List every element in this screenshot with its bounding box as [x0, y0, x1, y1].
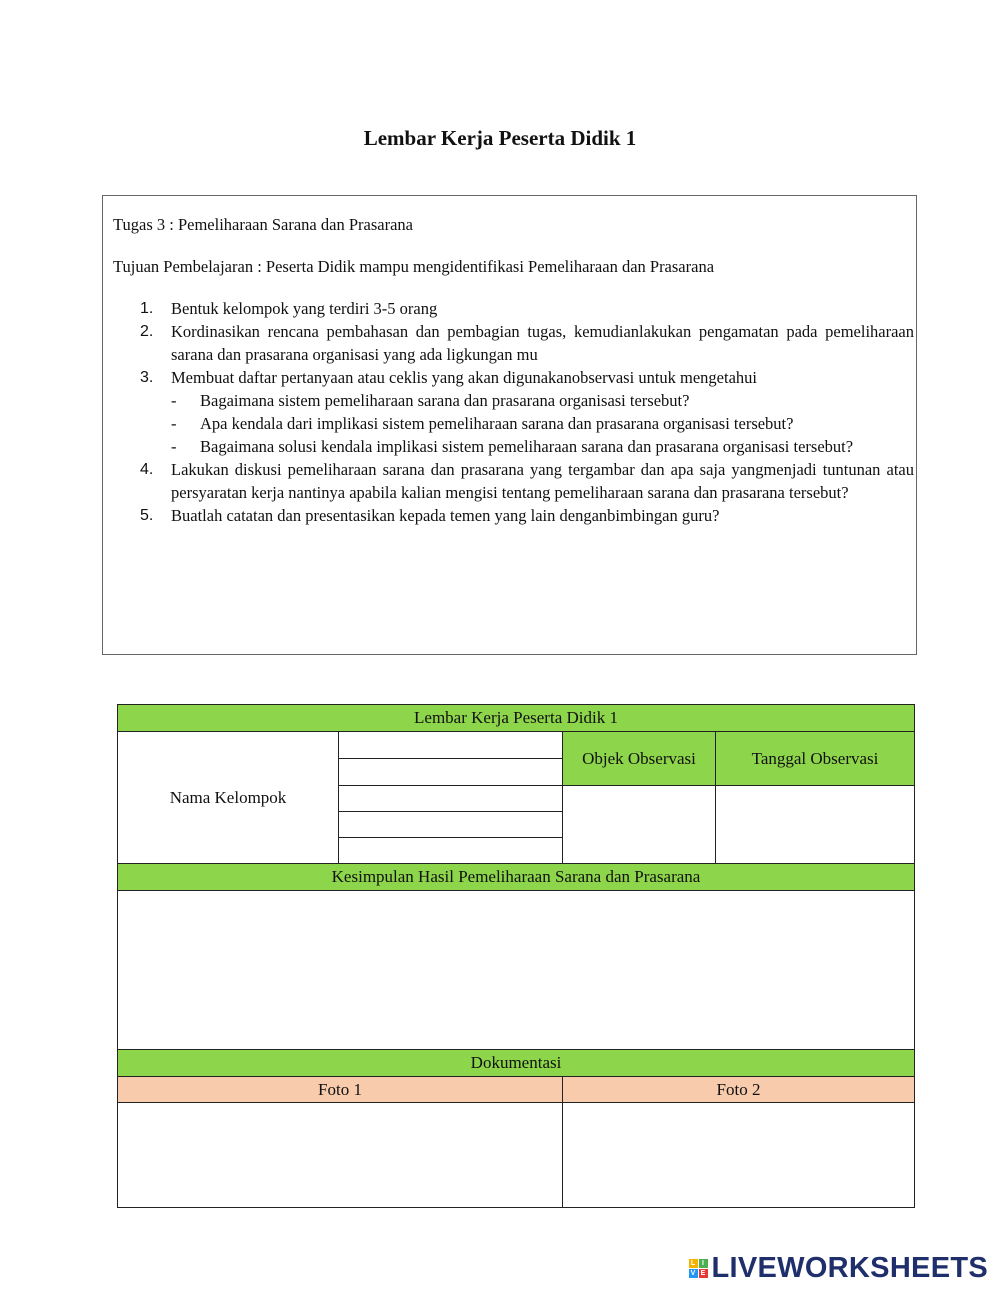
task-item [103, 366, 918, 389]
learning-objective: Tujuan Pembelajaran : Peserta Didik mampu mengidentifikasi Pemeliharaan dan Prasarana [113, 257, 715, 276]
group-member-input[interactable] [339, 786, 563, 812]
page-title: Lembar Kerja Peserta Didik 1 [363, 126, 637, 150]
task-item-number: 3. [140, 369, 154, 386]
liveworksheets-brand [689, 1252, 989, 1284]
task-item-text: Kordinasikan rencana pembahasan dan pembagian tugas, kemudianlakukan pengamatan pada pemeliharaan sarana dan prasarana organisasi yang ada ligkungan mu [171, 322, 914, 364]
observation-object-label: Objek Observasi [563, 732, 716, 786]
task-subitem [103, 412, 918, 435]
worksheet-table [117, 704, 915, 1208]
task-box [102, 195, 917, 655]
logo-letter: V [689, 1269, 698, 1278]
task-subitem-text: Bagaimana solusi kendala implikasi sistem pemeliharaan sarana dan prasarana organisasi tersebut? [200, 437, 854, 456]
group-name-label: Nama Kelompok [118, 732, 339, 864]
logo-letter: L [689, 1259, 698, 1268]
documentation-header: Dokumentasi [118, 1050, 915, 1077]
photo-1-label: Foto 1 [118, 1077, 563, 1103]
photo-2-slot[interactable] [563, 1103, 915, 1208]
task-item [103, 297, 918, 320]
task-item [103, 320, 918, 366]
task-title: Tugas 3 : Pemeliharaan Sarana dan Prasarana [113, 215, 413, 234]
task-item-text: Lakukan diskusi pemeliharaan sarana dan prasarana yang tergambar dan apa saja yangmenjadi tuntunan atau persyaratan kerja nantinya apabila kalian mengisi tentang pemeliharaan sarana dan prasarana tersebut? [171, 460, 914, 502]
task-item-number: 4. [140, 461, 154, 478]
photo-2-label: Foto 2 [563, 1077, 915, 1103]
group-member-input[interactable] [339, 812, 563, 838]
dash-bullet: - [171, 391, 177, 410]
task-item-number: 2. [140, 323, 154, 340]
task-item [103, 458, 918, 504]
task-list [103, 297, 918, 527]
dash-bullet: - [171, 414, 177, 433]
logo-letter: E [699, 1269, 708, 1278]
task-item-number: 5. [140, 507, 154, 524]
group-member-input[interactable] [339, 759, 563, 786]
conclusion-input[interactable] [118, 891, 915, 1050]
task-item-text: Bentuk kelompok yang terdiri 3-5 orang [171, 299, 438, 318]
dash-bullet: - [171, 437, 177, 456]
liveworksheets-logo-icon [689, 1259, 708, 1278]
task-subitem-text: Apa kendala dari implikasi sistem pemeliharaan sarana dan prasarana organisasi tersebut? [200, 414, 794, 433]
photo-1-slot[interactable] [118, 1103, 563, 1208]
task-item-text: Buatlah catatan dan presentasikan kepada temen yang lain denganbimbingan guru? [171, 506, 720, 525]
observation-date-input[interactable] [716, 786, 915, 864]
observation-date-label: Tanggal Observasi [716, 732, 915, 786]
worksheet-header: Lembar Kerja Peserta Didik 1 [118, 705, 915, 732]
task-item-text: Membuat daftar pertanyaan atau ceklis yang akan digunakanobservasi untuk mengetahui [171, 368, 757, 387]
task-item-number: 1. [140, 300, 154, 317]
group-member-input[interactable] [339, 732, 563, 759]
group-member-input[interactable] [339, 838, 563, 864]
task-subitem-text: Bagaimana sistem pemeliharaan sarana dan prasarana organisasi tersebut? [200, 391, 690, 410]
task-subitem [103, 435, 918, 458]
observation-object-input[interactable] [563, 786, 716, 864]
conclusion-header: Kesimpulan Hasil Pemeliharaan Sarana dan Prasarana [118, 864, 915, 891]
task-subitem [103, 389, 918, 412]
brand-name: LIVEWORKSHEETS [711, 1251, 988, 1284]
task-item [103, 504, 918, 527]
logo-letter: I [699, 1259, 708, 1268]
